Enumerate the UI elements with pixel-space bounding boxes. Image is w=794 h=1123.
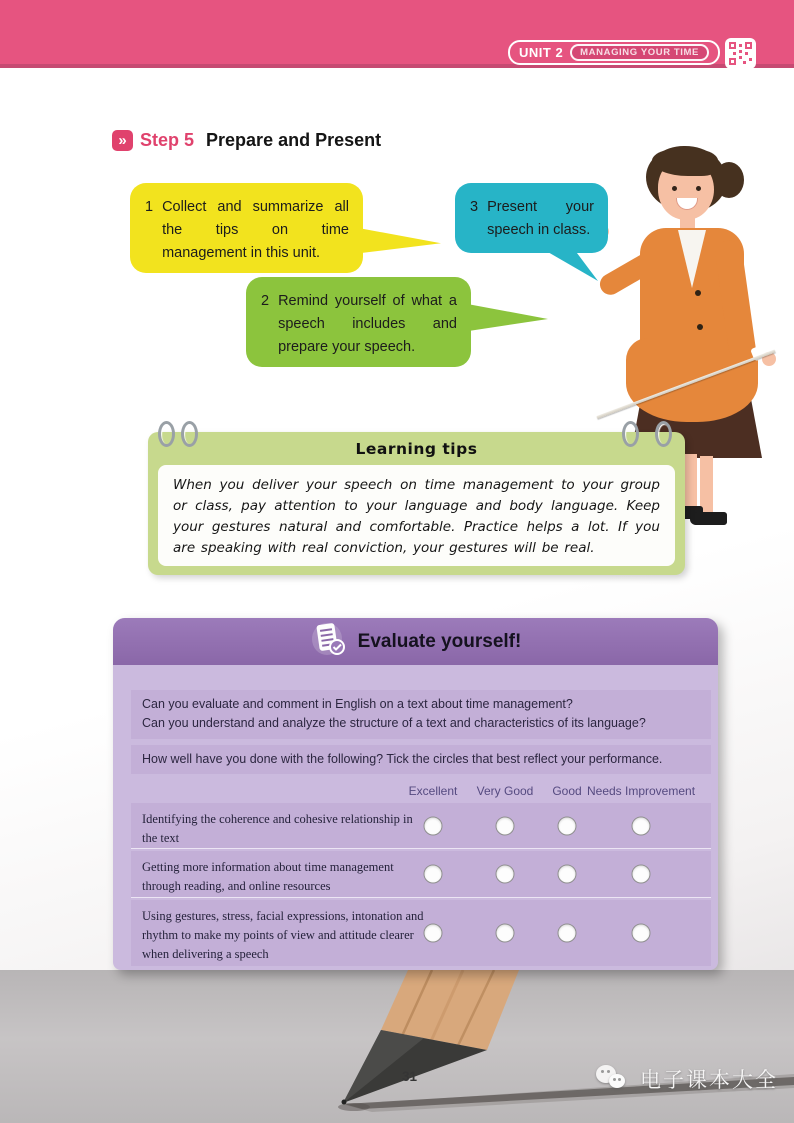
watermark [596,1064,778,1094]
pencil-photo [0,970,794,1123]
step-label: Step 5 [140,130,195,150]
tick-circle-good[interactable] [558,924,577,943]
unit-subtitle: MANAGING YOUR TIME [570,44,709,61]
evaluate-title: Evaluate yourself! [357,630,522,652]
teacher-leg [684,454,697,510]
row-label: Getting more information about time management through reading, and online resources [142,860,394,893]
column-header-good: Good [552,784,582,798]
learning-tips-box [148,432,685,575]
tick-circle-excellent[interactable] [424,924,443,943]
learning-tips-title: Learning tips [355,440,478,458]
watermark-text: 电子课本大全 [640,1069,778,1092]
tick-circle-excellent[interactable] [424,865,443,884]
checklist-icon [310,621,348,662]
column-header-excellent: Excellent [408,784,458,798]
speech-bubble-2 [246,277,471,367]
bubble-number: 3 [470,199,479,215]
unit-badge [508,40,720,65]
wechat-bubbles-icon [596,1065,632,1093]
binder-ring-icon [158,421,175,447]
double-chevron-icon: » [112,130,133,151]
bubble-text: Present your speech in class. [487,199,594,238]
speech-bubble-3 [455,183,608,253]
jacket-button [697,324,703,330]
speech-bubble-1 [130,183,363,273]
tick-circle-good[interactable] [558,865,577,884]
unit-label: UNIT 2 [519,45,564,60]
jacket-button [695,290,701,296]
binder-ring-icon [181,421,198,447]
bubble-number: 2 [261,293,270,309]
evaluate-panel [113,618,718,970]
step-heading [112,130,381,151]
tick-circle-very-good[interactable] [496,865,515,884]
tick-circle-needs-improvement[interactable] [632,924,651,943]
teacher-shoe [690,512,727,525]
bubble-tail [462,303,548,332]
tick-circle-very-good[interactable] [496,924,515,943]
tick-circle-needs-improvement[interactable] [632,865,651,884]
teacher-eye [696,186,701,191]
step-title: Prepare and Present [206,130,382,150]
page-number: 31 [402,1069,418,1084]
tick-circle-needs-improvement[interactable] [632,816,651,835]
bubble-text: Remind yourself of what a speech includes and prepare your speech. [278,293,457,355]
question-line: Can you evaluate and comment in English on a text about time management? [142,697,573,711]
bubble-text: Collect and summarize all the tips on time management in this unit. [162,199,349,261]
teacher-hair-bun [714,162,744,198]
qr-code-icon [725,38,756,69]
column-header-very-good: Very Good [476,784,534,798]
evaluate-instruction: How well have you done with the following? Tick the circles that best reflect your performance. [131,745,711,774]
bubble-tail [353,227,441,254]
row-label: Using gestures, stress, facial expressions, intonation and rhythm to make my points of view and attitude clearer when delivering a speech [142,909,424,961]
column-header-needs-improvement: Needs Improvement [586,784,696,798]
teacher-eye [672,186,677,191]
binder-ring-icon [655,421,672,447]
tick-circle-very-good[interactable] [496,816,515,835]
evaluate-header [113,618,718,665]
pencil-graphic [0,970,794,1123]
question-line: Can you understand and analyze the structure of a text and characteristics of its language? [142,716,646,731]
tick-circle-good[interactable] [558,816,577,835]
evaluate-questions [131,690,711,739]
evaluation-row [131,803,711,849]
teacher-leg [700,456,713,512]
page-header-bar [0,0,794,68]
binder-ring-icon [622,421,639,447]
tick-circle-excellent[interactable] [424,816,443,835]
row-label: Identifying the coherence and cohesive relationship in the text [142,812,413,845]
learning-tips-body: When you deliver your speech on time management to your group or class, pay attention to your language and body language. Keep your gestures natural and comfortable. Practice helps a lot. If you are speaking with real conviction, your gestures will be real. [158,465,675,566]
evaluation-row [131,900,711,966]
bubble-number: 1 [145,199,154,215]
evaluation-row [131,851,711,898]
